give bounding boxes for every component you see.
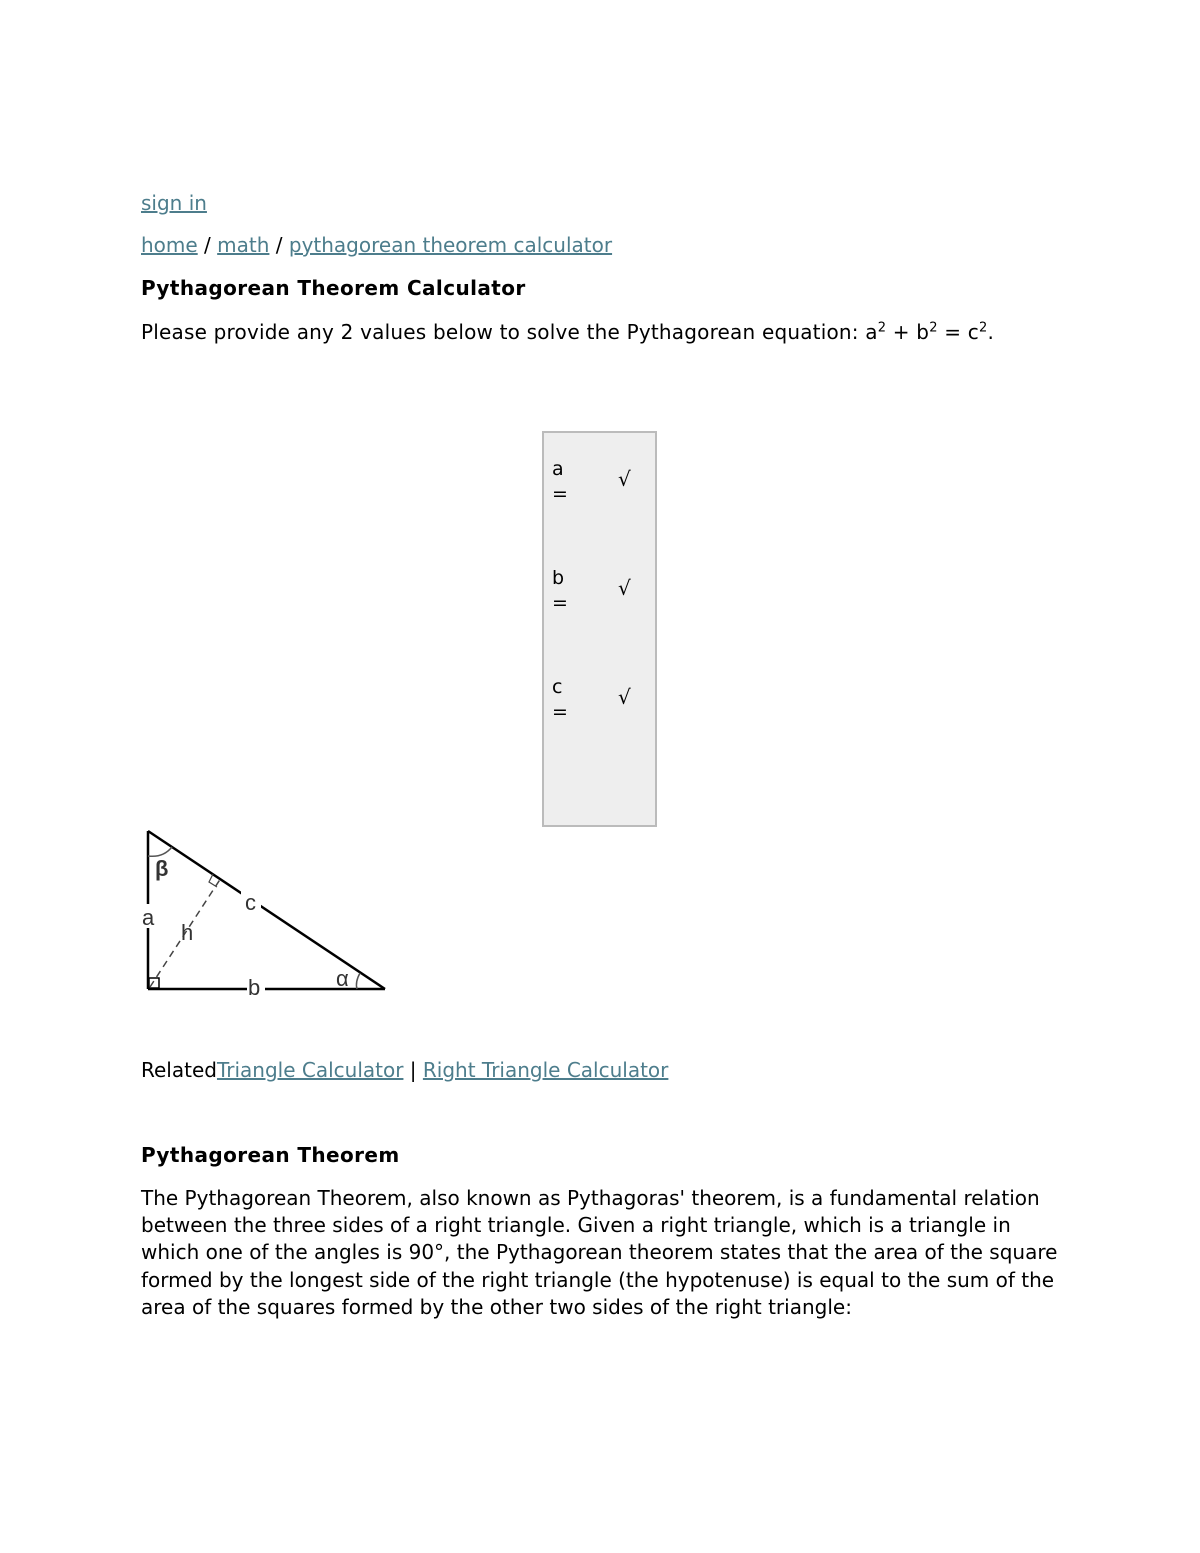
side-c-line bbox=[148, 831, 385, 989]
field-label-a bbox=[552, 457, 576, 507]
breadcrumb-home-link[interactable]: home bbox=[141, 233, 198, 257]
sign-in-link[interactable]: sign in bbox=[141, 191, 207, 215]
intro-superscript: 2 bbox=[877, 320, 887, 336]
field-row-c bbox=[552, 675, 652, 735]
sqrt-icon[interactable]: √ bbox=[618, 685, 631, 709]
breadcrumb bbox=[141, 233, 612, 257]
field-row-a bbox=[552, 457, 652, 517]
intro-text-equals: = c bbox=[937, 320, 979, 344]
right-triangle-diagram bbox=[142, 826, 395, 1000]
intro-text-end: . bbox=[987, 320, 995, 344]
field-label-text: c bbox=[552, 676, 563, 698]
related-links bbox=[141, 1058, 668, 1082]
sqrt-icon[interactable]: √ bbox=[618, 576, 631, 600]
intro-superscript: 2 bbox=[929, 320, 938, 336]
sqrt-icon[interactable]: √ bbox=[618, 467, 631, 491]
calculator-panel bbox=[542, 431, 657, 827]
field-equals: = bbox=[552, 592, 568, 614]
breadcrumb-separator: / bbox=[269, 233, 289, 257]
article-paragraph: The Pythagorean Theorem, also known as Pythagoras' theorem, is a fundamental relation between the three sides of a right triangle. Given a right triangle, which is a triangle in which one of the angles is 90°, the Pythagorean theorem states that the area of the square formed by the longest side of the right triangle (the hypotenuse) is equal to the sum of the area of the squares formed by the other two sides of the right triangle: bbox=[141, 1186, 1058, 1319]
field-row-b bbox=[552, 566, 652, 626]
related-separator: | bbox=[403, 1058, 423, 1082]
intro-superscript: 2 bbox=[978, 320, 988, 336]
page-title: Pythagorean Theorem Calculator bbox=[141, 276, 526, 300]
field-label-b bbox=[552, 566, 576, 616]
intro-text-prefix: Please provide any 2 values below to solve the Pythagorean equation: a bbox=[141, 320, 878, 344]
breadcrumb-separator: / bbox=[197, 233, 218, 257]
alpha-angle-arc bbox=[356, 973, 360, 989]
calculator-intro bbox=[141, 320, 994, 344]
label-alpha: α bbox=[336, 966, 349, 991]
field-label-text: a bbox=[552, 458, 564, 480]
section-heading: Pythagorean Theorem bbox=[141, 1143, 400, 1167]
field-label-c bbox=[552, 675, 576, 725]
right-triangle-calculator-link[interactable]: Right Triangle Calculator bbox=[422, 1058, 669, 1082]
label-beta: β bbox=[155, 856, 169, 881]
intro-text-plus: + b bbox=[886, 320, 930, 344]
label-h: h bbox=[181, 920, 194, 945]
label-b: b bbox=[248, 975, 261, 1000]
breadcrumb-current-link[interactable]: pythagorean theorem calculator bbox=[288, 233, 613, 257]
triangle-calculator-link[interactable]: Triangle Calculator bbox=[216, 1058, 404, 1082]
related-prefix: Related bbox=[141, 1058, 217, 1082]
label-a: a bbox=[142, 905, 155, 930]
field-label-text: b bbox=[552, 567, 565, 589]
beta-angle-arc bbox=[148, 847, 172, 856]
field-equals: = bbox=[552, 483, 568, 505]
breadcrumb-math-link[interactable]: math bbox=[217, 233, 270, 257]
label-c: c bbox=[245, 890, 256, 915]
field-equals: = bbox=[552, 701, 568, 723]
